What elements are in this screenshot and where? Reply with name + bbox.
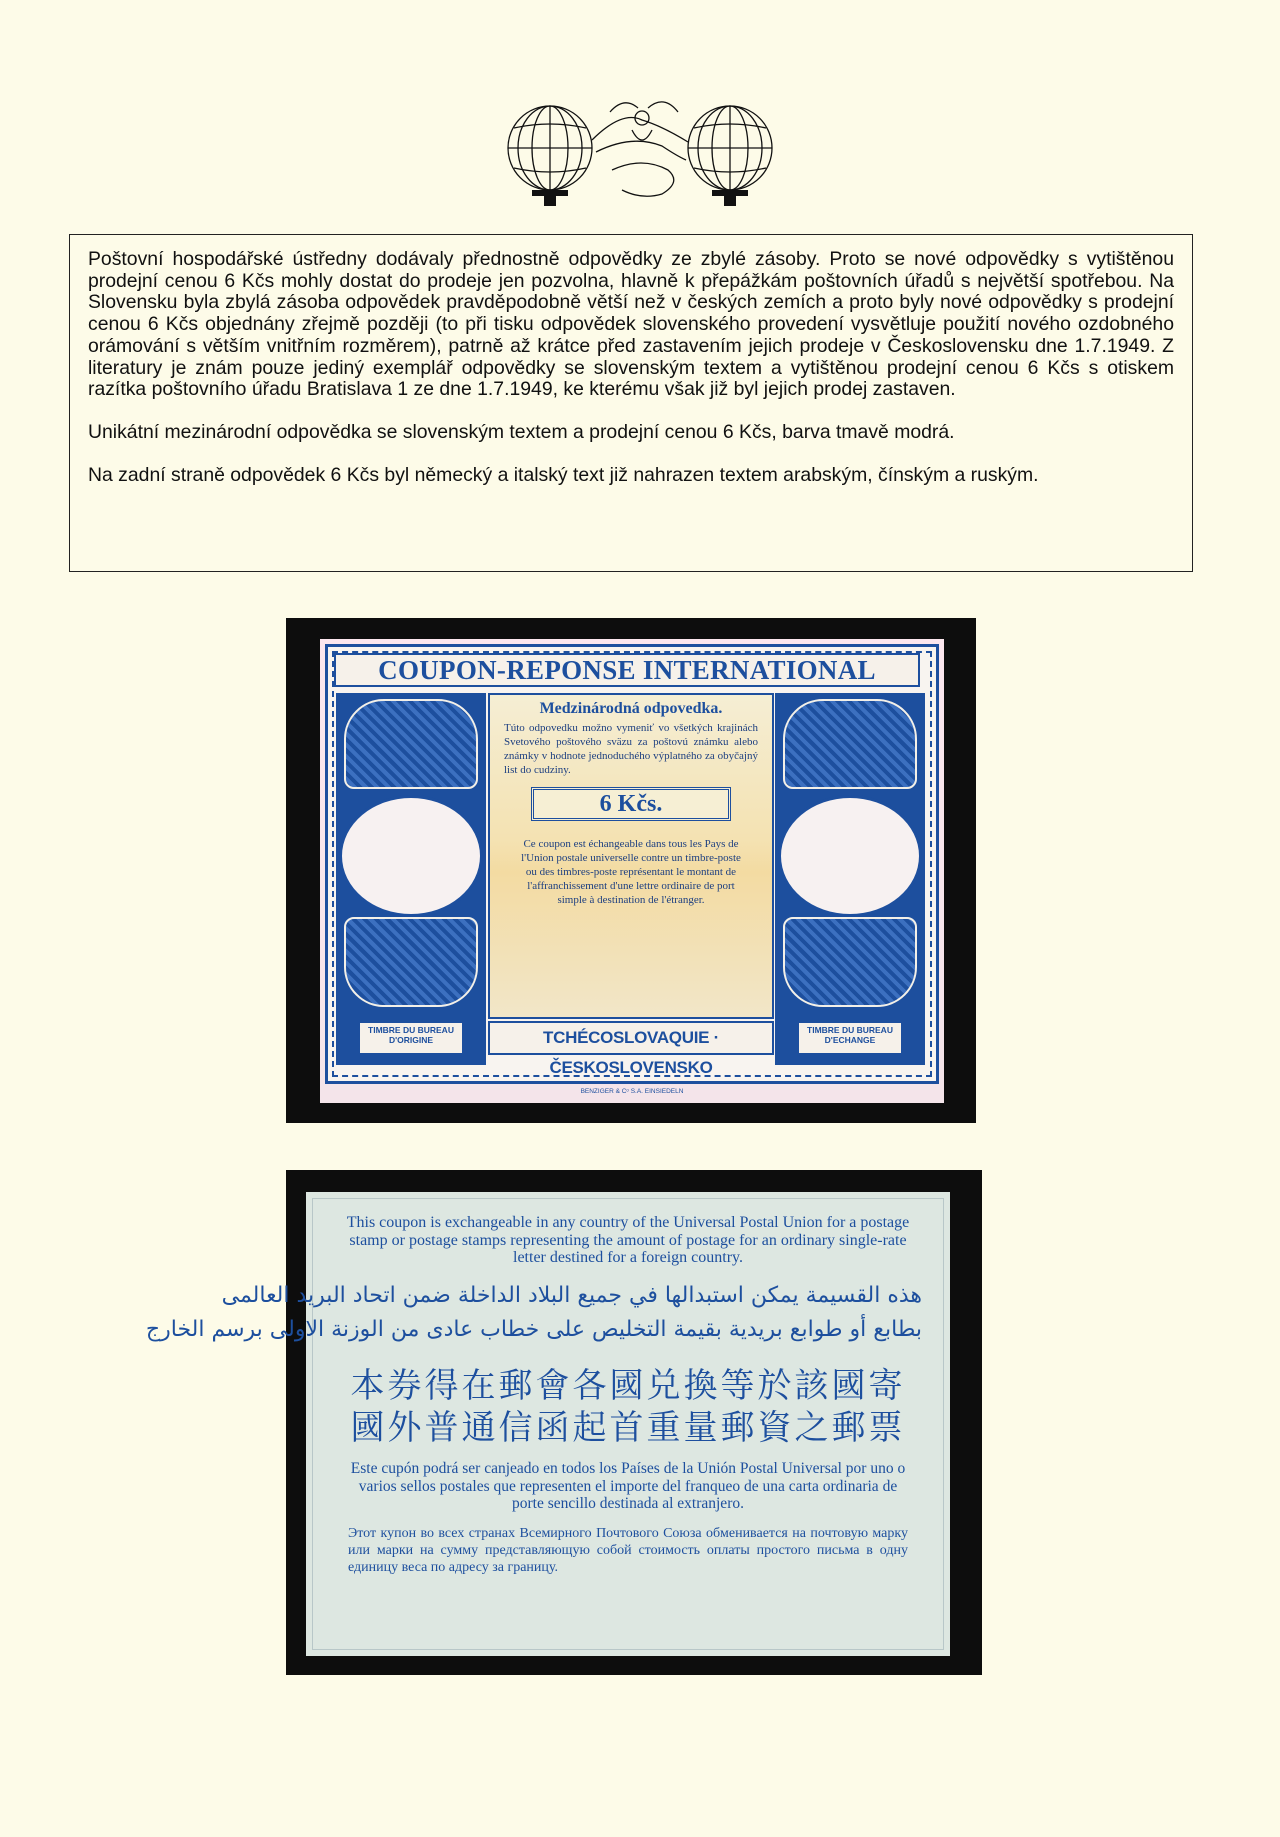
dove-ornament-icon (783, 699, 917, 789)
printer-imprint: BENZIGER & Cᵒ S.A. EINSIEDELN (580, 1088, 684, 1095)
scroll-ornament-icon (783, 917, 917, 1007)
country-label: TCHÉCOSLOVAQUIE · ČESKOSLOVENSKO (488, 1021, 774, 1055)
coupon-title: COUPON-REPONSE INTERNATIONAL (334, 653, 920, 687)
spanish-text: Este cupón podrá ser canjeado en todos los Países de la Unión Postal Universal por uno o varios sellos postales que representen el importe del franqueo de una carta ordinaria de porte sencillo destinada al extranjero. (350, 1460, 906, 1512)
globes-figure-emblem-icon (492, 90, 788, 210)
russian-text: Этот купон во всех странах Всемирного Почтового Союза обменивается на почтовую марку или марки на сумму представляющую собой стоимость оплаты простого письма в одну единицу веса по адресу за границу. (348, 1526, 908, 1575)
description-paragraph-3: Na zadní straně odpovědek 6 Kčs byl německý a italský text již nahrazen textem arabským, čínským a ruským. (88, 463, 1039, 486)
scroll-ornament-icon (344, 917, 478, 1007)
center-text-panel (488, 693, 774, 1019)
front-coupon (320, 639, 944, 1103)
arabic-text-line-2: بطابع أو طوابع بريدية بقيمة التخليص على خطاب عادى من الوزنة الاولى برسم الخارج (145, 1317, 922, 1342)
stamp-circle-origin (339, 795, 483, 917)
exchange-office-label: TIMBRE DU BUREAU D'ECHANGE (797, 1021, 903, 1055)
slovak-text: Túto odpovedku možno vymeniť vo všetkých krajinách Svetového poštového sväzu za poštovú známku alebo známky v hodnote jednoduchého výplatného za obyčajný list do cudziny. (504, 722, 758, 776)
dove-ornament-icon (344, 699, 478, 789)
chinese-text-line-1: 本券得在郵會各國兑換等於該國寄 (350, 1366, 906, 1406)
origin-office-label: TIMBRE DU BUREAU D'ORIGINE (358, 1021, 464, 1055)
english-text: This coupon is exchangeable in any country of the Universal Postal Union for a postage stamp or postage stamps representing the amount of postage for an ordinary single-rate letter destined for a foreign country. (346, 1214, 910, 1266)
chinese-text-line-2: 國外普通信函起首重量郵資之郵票 (350, 1408, 906, 1448)
front-coupon-mount (286, 618, 976, 1123)
right-ornament-panel (775, 693, 925, 1065)
french-text: Ce coupon est échangeable dans tous les Pays de l'Union postale universelle contre un timbre-poste ou des timbres-poste représentant le montant de l'affranchissement d'une lettre ordinaire de port simple à destination de l'étranger. (521, 838, 741, 906)
back-coupon (145, 1192, 950, 1656)
back-coupon-mount (145, 1170, 982, 1675)
slovak-title: Medzinárodná odpovedka. (539, 700, 723, 717)
left-ornament-panel (336, 693, 486, 1065)
description-box (69, 234, 1193, 572)
coupon-value: 6 Kčs. (531, 787, 731, 821)
description-paragraph-1: Poštovní hospodářské ústředny dodávaly přednostně odpovědky ze zbylé zásoby. Proto se nové odpovědky s vytištěnou prodejní cenou 6 Kčs mohly dostat do prodeje jen pozvolna, hlavně k přepážkám poštovních úřadů s největší spotřebou. Na Slovensku byla zbylá zásoba odpovědek pravděpodobně větší než v českých zemích a proto byly nové odpovědky s prodejní cenou 6 Kčs objednány zřejmě později (to při tisku odpovědek slovenského provedení vysvětluje použití nového ozdobného orámování s větším vnitřním rozměrem), patrně až krátce před zastavením jejich prodeje v Československu dne 1.7.1949. Z literatury je znám pouze jediný exemplář odpovědky se slovenským textem a vytištěnou prodejní cenou 6 Kčs s otiskem razítka poštovního úřadu Bratislava 1 ze dne 1.7.1949, ke kterému však již byl jejich prodej zastaven. (88, 248, 1174, 401)
arabic-text-line-1: هذه القسيمة يمكن استبدالها في جميع البلاد الداخلة ضمن اتحاد البريد العالمى (221, 1283, 922, 1308)
description-paragraph-2: Unikátní mezinárodní odpovědka se slovenským textem a prodejní cenou 6 Kčs, barva tmavě modrá. (88, 420, 955, 443)
stamp-circle-exchange (778, 795, 922, 917)
